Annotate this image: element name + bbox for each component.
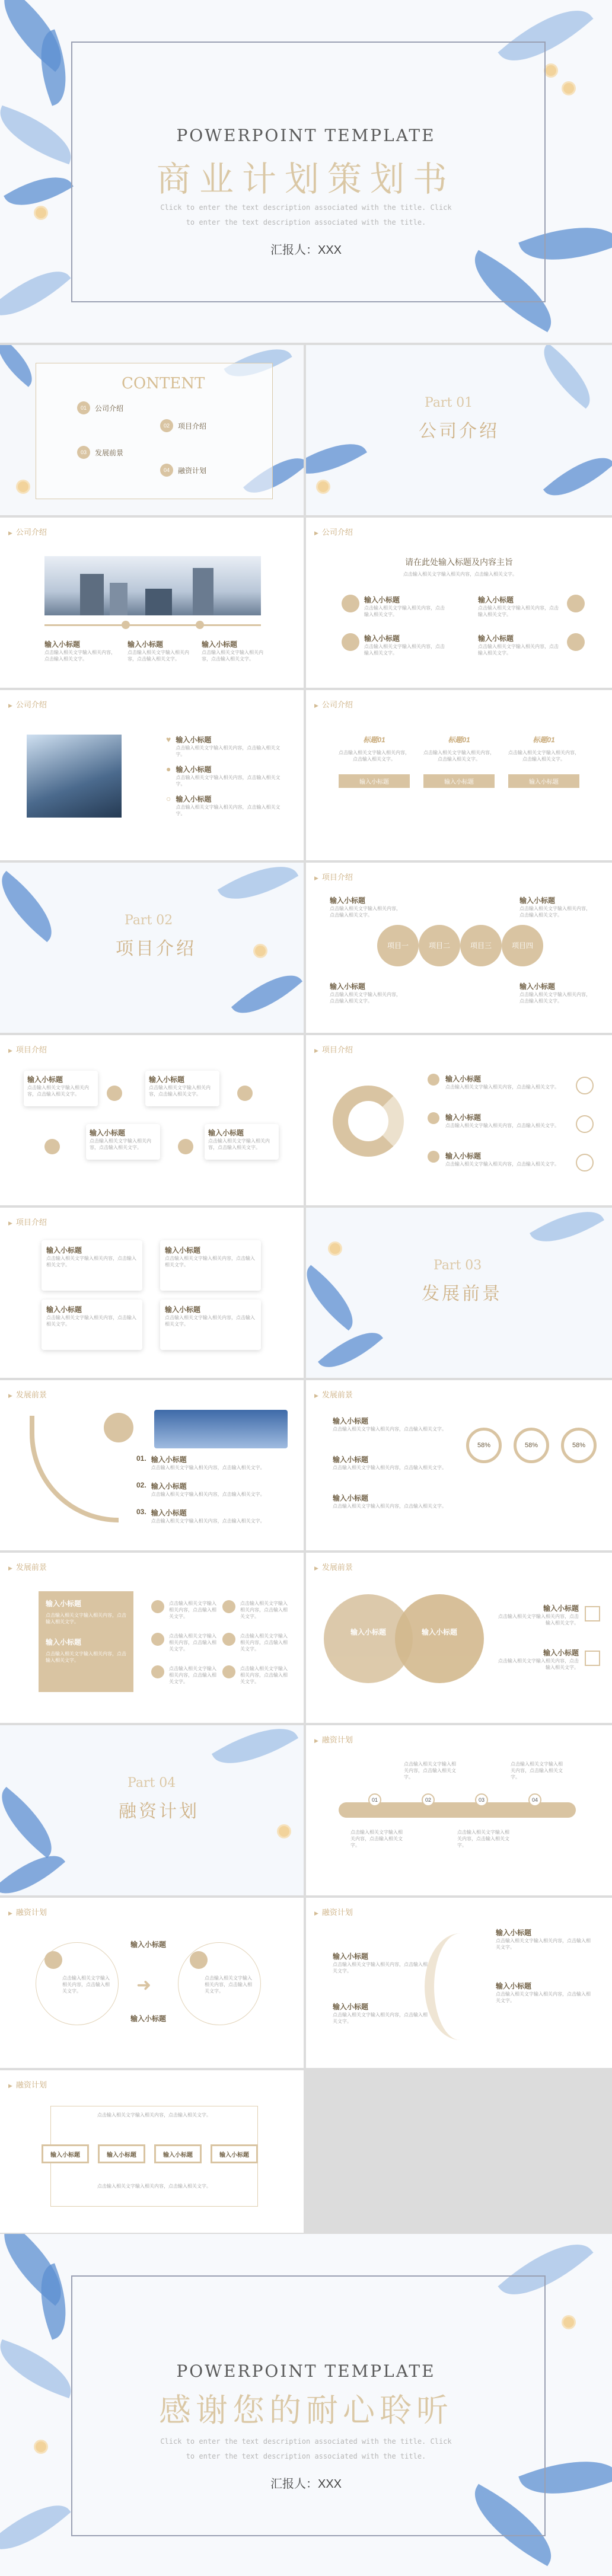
body-text: 点击输入相关文字输入相关内容，点击输入相关文字。 [46,1256,136,1268]
subtitle: 输入小标题 [130,1940,167,1949]
info-card [42,1300,142,1350]
subtitle: 输入小标题 [165,1305,201,1314]
thanks-desc-2: to enter the text description associated with the title. [186,2452,426,2460]
item-number: 01. [136,1454,146,1463]
body-text: 点击输入相关文字输入相关内容，点击输入相关文字。 [330,992,401,1004]
slide-project-3 [306,1035,612,1205]
list-item [166,794,285,817]
slide-prospect-4 [306,1553,612,1723]
leaf-decoration [543,444,612,510]
bullet [428,1112,439,1124]
subtitle: 输入小标题 [90,1129,126,1137]
body-text: 点击输入相关文字输入相关内容，点击输入相关文字。 [478,644,559,656]
body-text: 点击输入相关文字输入相关内容，点击输入相关文字。 [333,1426,447,1432]
heart-icon: ♥ [166,735,171,744]
subtitle: 输入小标题 [128,640,164,649]
slide-header: ▶ 项目介绍 [314,871,353,882]
icon-circle [576,1115,594,1133]
bullet [151,1633,164,1646]
reporter: 汇报人：XXX [270,2478,342,2491]
subtitle: 输入小标题 [445,1075,482,1083]
info-block [496,1648,579,1671]
percent-ring: 58% [514,1428,549,1463]
subtitle: 输入小标题 [478,634,514,643]
slide-project-4 [0,1208,304,1378]
feature-item [342,633,448,656]
body-text: 点击输入相关文字输入相关内容，点击输入相关文字。 [151,1518,265,1524]
slide-header: ▶ 项目介绍 [8,1216,47,1227]
slide-header: ▶ 项目介绍 [314,1043,353,1055]
item-number: 01 [77,401,90,414]
feature-item [478,633,585,656]
feature-item [478,595,585,618]
subtitle: 输入小标题 [333,1952,369,1961]
feature-item [342,595,448,618]
part-label: Part 04 [128,1776,176,1790]
body-text: 点击输入相关文字输入相关内容，点击输入相关文字。 [498,1658,579,1670]
leaf-decoration [306,430,367,488]
slide-finance-3 [306,1898,612,2068]
flower-decoration [330,1243,340,1254]
body-text: 点击输入相关文字输入相关内容，点击输入相关文字。 [240,1666,288,1684]
info-block [496,1603,579,1626]
body-text: 点击输入相关文字输入相关内容，点击输入相关文字。 [46,1315,136,1327]
body-text: 点击输入相关文字输入相关内容，点击输入相关文字。 [478,605,559,617]
step-badge [44,1139,60,1154]
body-text: 点击输入相关文字输入相关内容，点击输入相关文字。 [90,1138,151,1150]
feature-icon [567,595,585,612]
arrow-step[interactable]: 输入小标题 [98,2144,145,2163]
flower-decoration [18,481,28,492]
numbered-item [136,1508,285,1524]
slide-project-2 [0,1035,304,1205]
body-text: 点击输入相关文字输入相关内容，点击输入相关文字。 [404,1761,456,1780]
bullet [222,1600,235,1613]
slide-header: ▶ 公司介绍 [314,698,353,710]
slide-title: 请在此处输入标题及内容主旨 [405,557,513,567]
road-curve [425,1933,496,2040]
subtitle: 输入小标题 [333,1417,369,1425]
slide-project-1 [306,863,612,1033]
thanks-desc-1: Click to enter the text description associated with the title. Click [160,2437,452,2446]
subtitle: 输入小标题 [333,1455,369,1464]
subtitle: 输入小标题 [46,1305,82,1314]
subtitle: 输入小标题 [165,1246,201,1255]
slide-header: ▶ 发展前景 [8,1388,47,1400]
slide-header: ▶ 公司介绍 [8,526,47,537]
slide-header: ▶ 发展前景 [314,1561,353,1572]
subtitle: 输入小标题 [330,896,366,905]
list-item [428,1151,576,1167]
body-text: 点击输入相关文字输入相关内容，点击输入相关文字。 [151,1492,265,1497]
subtitle: 输入小标题 [333,1494,369,1502]
column-tag: 标题01 [533,736,555,744]
body-text: 点击输入相关文字输入相关内容，点击输入相关文字。 [169,1601,216,1619]
thanks-title: 感谢您的耐心聆听 [159,2392,453,2429]
body-text: 点击输入相关文字输入相关内容，点击输入相关文字。 [240,1601,288,1619]
subtitle: 输入小标题 [364,596,400,604]
body-text: 点击输入相关文字输入相关内容，点击输入相关文字。 [457,1830,509,1848]
slide-header: ▶ 融资计划 [8,2079,47,2090]
body-text: 点击输入相关文字输入相关内容，点击输入相关文字。 [496,1991,591,2003]
leaf-decoration [318,1320,383,1378]
body-text: 点击输入相关文字输入相关内容，点击输入相关文字。 [498,1614,579,1626]
slide-finance-4 [0,2070,304,2233]
subtitle: 输入小标题 [46,1600,82,1608]
step-badge [107,1086,122,1101]
flower-decoration [563,2317,574,2328]
step-number: 03 [475,1793,488,1806]
part-title: 项目介绍 [116,939,196,959]
item-number: 03 [77,446,90,459]
body-text: 点击输入相关文字输入相关内容，点击输入相关文字。 [330,906,401,918]
info-block [330,895,401,918]
subtitle: 输入小标题 [151,1482,187,1490]
slide-prospect-3 [0,1553,304,1723]
sky-image [154,1410,288,1448]
step-badge [178,1139,193,1154]
body-text: 点击输入相关文字输入相关内容，点击输入相关文字。 [176,775,280,787]
body-text: 点击输入相关文字输入相关内容，点击输入相关文字。 [423,750,495,762]
ring-chart [333,1086,404,1157]
icon-circle [576,1077,594,1094]
part-title: 融资计划 [119,1801,199,1822]
body-text: 点击输入相关文字输入相关内容，点击输入相关文字。 [44,650,116,662]
body-text: 点击输入相关文字输入相关内容，点击输入相关文字。 [511,1761,563,1780]
timeline-dot [196,621,204,629]
info-card [145,1071,219,1106]
slide-company-1 [0,518,304,688]
body-text: 点击输入相关文字输入相关内容，点击输入相关文字。 [333,1504,447,1509]
body-text: 点击输入相关文字输入相关内容，点击输入相关文字。 [149,1085,211,1097]
subtitle: 输入小标题 [496,1929,532,1937]
template-label: POWERPOINT TEMPLATE [176,126,436,145]
subtitle: 输入小标题 [176,736,212,744]
city-image [44,556,261,615]
subtitle: 输入小标题 [350,1628,386,1636]
leaf-decoration [531,345,603,408]
bullet [222,1633,235,1646]
info-card [86,1124,160,1160]
icon-circle [576,1154,594,1172]
bullet [151,1665,164,1678]
step-number: 02 [422,1793,435,1806]
numbered-item [136,1481,285,1498]
body-text: 点击输入相关文字输入相关内容，点击输入相关文字。 [333,1962,428,1974]
info-block [128,639,193,662]
slide-contents [0,345,304,515]
leaf-decoration [0,256,71,331]
part-label: Part 01 [425,395,473,410]
contents-item-1[interactable] [77,401,123,414]
bullet [428,1151,439,1163]
list-item [428,1074,576,1090]
subtitle: 输入小标题 [496,1982,532,1990]
step-number: 01 [368,1793,381,1806]
body-text: 点击输入相关文字输入相关内容，点击输入相关文字。 [508,750,579,762]
subtitle: 输入小标题 [46,1638,82,1646]
info-block [496,1927,591,1951]
info-card [24,1071,98,1106]
subtitle: 输入小标题 [44,640,81,649]
intro-text: 点击输入相关文字输入相关内容，点击输入相关文字。 [403,572,517,577]
slide-header: ▶ 发展前景 [8,1561,47,1572]
slide-part-01 [306,345,612,515]
list-item [166,735,285,758]
subtitle: 输入小标题 [27,1075,63,1084]
slide-part-04 [0,1725,304,1895]
body-text: 点击输入相关文字输入相关内容，点击输入相关文字。 [165,1315,255,1327]
center-badge [104,1413,133,1442]
column-tag: 标题01 [363,736,385,744]
subtitle: 输入小标题 [130,2015,167,2023]
leaf-decoration [0,2234,78,2306]
timeline-dot [122,621,130,629]
info-block [333,2002,428,2025]
list-item [428,1112,576,1129]
contents-item-2[interactable] [160,419,206,432]
body-text: 点击输入相关文字输入相关内容，点击输入相关文字。 [519,992,591,1004]
arrow-step[interactable]: 输入小标题 [211,2144,258,2163]
column [339,735,410,788]
slide-header: ▶ 发展前景 [314,1388,353,1400]
slide-part-02 [0,863,304,1033]
body-text: 点击输入相关文字输入相关内容，点击输入相关文字。 [445,1161,559,1167]
body-text: 点击输入相关文字输入相关内容，点击输入相关文字。 [46,1613,126,1624]
subtitle: 输入小标题 [421,1628,457,1636]
leaf-decoration [231,962,302,1027]
subtitle: 输入小标题 [151,1455,187,1464]
bullet [428,1074,439,1086]
info-block [519,981,591,1004]
info-block [333,1416,451,1432]
project-circle: 项目四 [502,925,543,966]
subtitle: 输入小标题 [149,1075,185,1084]
item-label: 公司介绍 [95,404,124,413]
list-item [166,764,285,787]
body-text: 点击输入相关文字输入相关内容，点击输入相关文字。 [445,1123,559,1128]
slide-header: ▶ 公司介绍 [314,526,353,537]
item-label: 发展前景 [95,448,124,457]
contents-heading: CONTENT [122,375,205,392]
arrow-icon: ➜ [136,1975,152,1996]
subtitle-button[interactable]: 输入小标题 [508,774,579,788]
flower-decoration [563,83,574,94]
user-icon: ● [166,764,171,774]
body-text: 点击输入相关文字输入相关内容，点击输入相关文字。 [27,1085,89,1097]
cover-desc-2: to enter the text description associated with the title. [186,218,426,226]
timeline-line [44,624,261,626]
step-number: 04 [528,1793,541,1806]
body-text: 点击输入相关文字输入相关内容，点击输入相关文字。 [205,1975,252,1994]
building-image [27,735,122,818]
arrow-step[interactable]: 输入小标题 [42,2144,89,2163]
body-text: 点击输入相关文字输入相关内容，点击输入相关文字。 [176,745,280,757]
body-text: 点击输入相关文字输入相关内容，点击输入相关文字。 [240,1633,288,1652]
body-text: 点击输入相关文字输入相关内容，点击输入相关文字。 [333,1465,447,1470]
subtitle: 输入小标题 [330,982,366,991]
feature-icon [342,595,359,612]
subtitle: 输入小标题 [208,1129,244,1137]
leaf-decoration [0,871,65,942]
project-circle: 项目三 [460,925,502,966]
slide-company-4 [306,690,612,860]
info-block [333,1951,428,1974]
icon-square [585,1651,600,1666]
leaf-decoration [530,1208,604,1256]
slide-finance-1 [306,1725,612,1895]
cover-desc-1: Click to enter the text description associated with the title. Click [160,203,452,212]
body-text: 点击输入相关文字输入相关内容，点击输入相关文字。 [62,1975,110,1994]
body-text: 点击输入相关文字输入相关内容，点击输入相关文字。 [364,644,445,656]
template-label: POWERPOINT TEMPLATE [176,2361,436,2381]
subtitle: 输入小标题 [543,1649,579,1657]
body-text: 点击输入相关文字输入相关内容，点击输入相关文字。 [339,750,410,762]
numbered-item [136,1454,285,1471]
info-block [519,895,591,918]
part-title: 发展前景 [422,1284,502,1304]
slide-header: ▶ 融资计划 [8,1906,47,1917]
subtitle: 输入小标题 [364,634,400,643]
icon-square [585,1606,600,1621]
subtitle: 输入小标题 [202,640,238,649]
subtitle: 输入小标题 [176,795,212,803]
item-label: 融资计划 [178,466,207,475]
slide-header: ▶ 融资计划 [314,1906,353,1917]
slide-company-2 [306,518,612,688]
subtitle: 输入小标题 [445,1113,482,1122]
item-number: 04 [160,464,173,477]
body-text: 点击输入相关文字输入相关内容，点击输入相关文字。 [128,650,189,662]
info-block [333,1454,451,1471]
leaf-decoration [0,1787,65,1858]
info-card [205,1124,279,1160]
info-card [160,1240,261,1291]
subtitle: 输入小标题 [543,1604,579,1613]
contents-item-4[interactable] [160,464,206,477]
slide-prospect-1 [0,1380,304,1550]
item-number: 03. [136,1508,146,1516]
leaf-decoration [306,1265,365,1331]
column-tag: 标题01 [448,736,470,744]
bullet [222,1665,235,1678]
slide-company-3 [0,690,304,860]
contents-item-3[interactable] [77,446,123,459]
body-text: 点击输入相关文字输入相关内容，点击输入相关文字。 [165,1256,255,1268]
info-block [496,1981,591,2004]
flower-decoration [279,1826,289,1837]
info-block [44,639,116,662]
bulb-icon: ○ [166,794,171,803]
part-label: Part 03 [434,1258,482,1273]
flower-decoration [318,481,329,492]
subtitle: 输入小标题 [46,1246,82,1255]
flower-decoration [546,65,556,76]
info-block [330,981,401,1004]
subtitle: 输入小标题 [519,982,556,991]
project-circle: 项目二 [419,925,460,966]
body-text: 点击输入相关文字输入相关内容，点击输入相关文字。 [333,2012,428,2024]
inner-badge [44,1951,62,1969]
body-text: 点击输入相关文字输入相关内容，点击输入相关文字。 [176,805,280,816]
item-number: 02. [136,1481,146,1489]
reporter: 汇报人：XXX [270,244,342,257]
slide-cover [0,0,612,343]
flower-decoration [255,946,266,956]
body-text: 点击输入相关文字输入相关内容，点击输入相关文字。 [496,1938,591,1950]
leaf-decoration [218,863,299,914]
info-card [42,1240,142,1291]
bullet [151,1600,164,1613]
body-text: 点击输入相关文字输入相关内容，点击输入相关文字。 [46,1651,126,1663]
leaf-decoration [0,2489,71,2565]
subtitle: 输入小标题 [333,2003,369,2011]
slide-part-03 [306,1208,612,1378]
body-text: 点击输入相关文字输入相关内容，点击输入相关文字。 [202,650,263,662]
body-text: 点击输入相关文字输入相关内容，点击输入相关文字。 [151,1465,265,1470]
item-number: 02 [160,419,173,432]
body-text: 点击输入相关文字输入相关内容，点击输入相关文字。 [169,1666,216,1684]
info-card [160,1300,261,1350]
percent-ring: 58% [561,1428,597,1463]
slide-finance-2 [0,1898,304,2068]
slide-header: ▶ 公司介绍 [8,698,47,710]
venn-circle [395,1594,484,1683]
body-text: 点击输入相关文字输入相关内容，点击输入相关文字。 [350,1830,403,1848]
slide-prospect-2 [306,1380,612,1550]
slide-header: ▶ 项目介绍 [8,1043,47,1055]
body-text: 点击输入相关文字输入相关内容，点击输入相关文字。 [445,1084,559,1090]
body-text: 点击输入相关文字输入相关内容，点击输入相关文字。 [519,906,591,918]
feature-icon [567,633,585,651]
slide-header: ▶ 融资计划 [314,1734,353,1745]
project-circle: 项目一 [377,925,419,966]
body-text: 点击输入相关文字输入相关内容，点击输入相关文字。 [364,605,445,617]
leaf-decoration [212,1725,298,1780]
column [508,735,579,788]
highlight-box [39,1591,133,1692]
subtitle: 输入小标题 [445,1152,482,1160]
subtitle: 输入小标题 [519,896,556,905]
feature-icon [342,633,359,651]
arrow-step[interactable]: 输入小标题 [154,2144,202,2163]
step-badge [237,1086,253,1101]
part-title: 公司介绍 [419,421,499,442]
percent-ring: 58% [466,1428,502,1463]
column [423,735,495,788]
subtitle: 输入小标题 [176,765,212,774]
cover-title: 商业计划策划书 [156,159,455,199]
inner-badge [190,1951,208,1969]
subtitle: 输入小标题 [151,1509,187,1517]
slide-thanks [0,2234,612,2576]
info-block [202,639,267,662]
subtitle-button[interactable]: 输入小标题 [423,774,495,788]
body-text: 点击输入相关文字输入相关内容，点击输入相关文字。 [169,1633,216,1652]
body-text: 点击输入相关文字输入相关内容，点击输入相关文字。 [97,2184,211,2189]
item-label: 项目介绍 [178,422,207,430]
info-block [333,1493,451,1509]
subtitle-button[interactable]: 输入小标题 [339,774,410,788]
subtitle: 输入小标题 [478,596,514,604]
part-label: Part 02 [125,913,173,928]
leaf-decoration [0,0,78,72]
body-text: 点击输入相关文字输入相关内容，点击输入相关文字。 [208,1138,270,1150]
leaf-decoration [0,1842,65,1895]
body-text: 点击输入相关文字输入相关内容，点击输入相关文字。 [97,2112,211,2118]
